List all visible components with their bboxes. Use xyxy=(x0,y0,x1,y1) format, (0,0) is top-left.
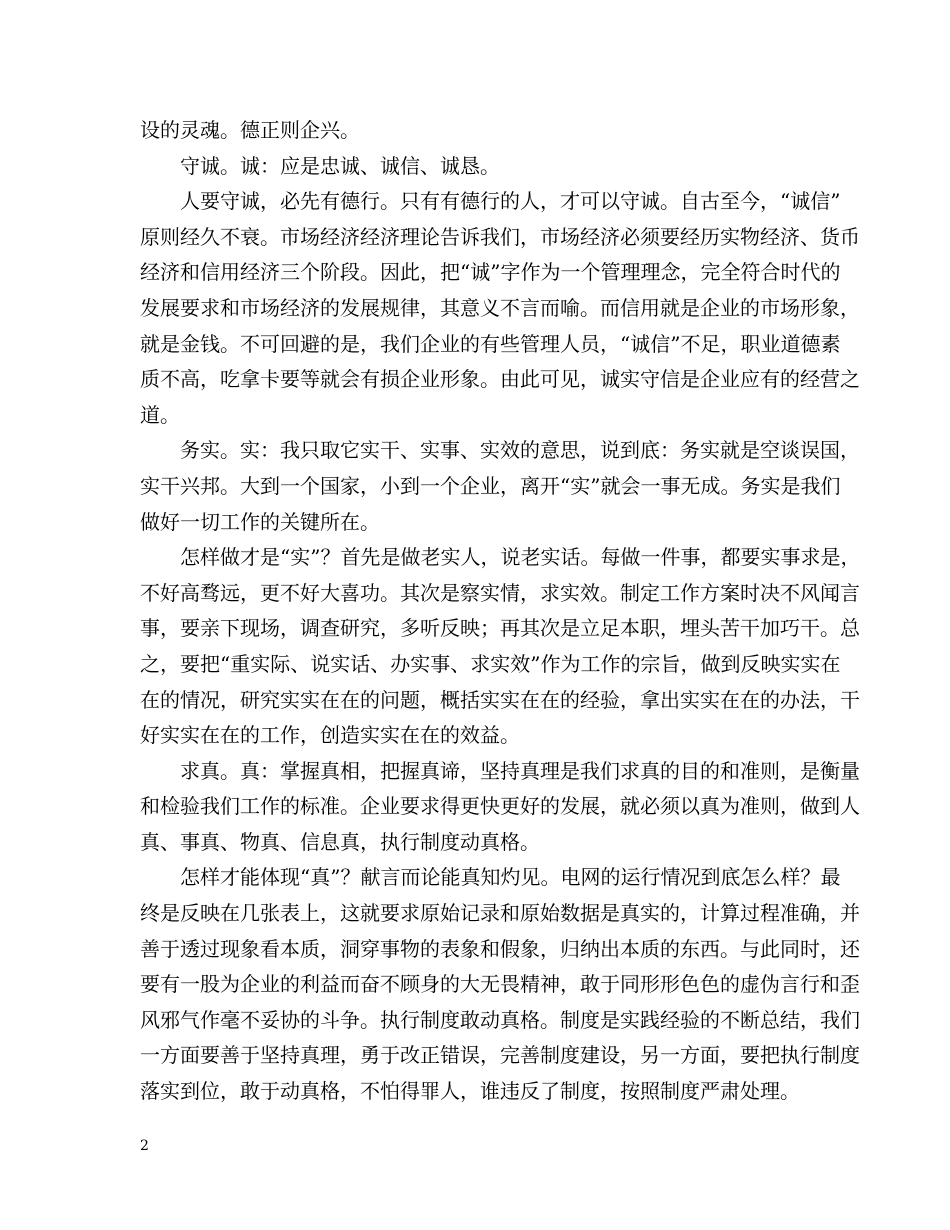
text-line: 要有一股为企业的利益而奋不顾身的大无畏精神，敢于同形形色色的虚伪言行和歪 xyxy=(140,972,860,997)
text-line: 真、事真、物真、信息真，执行制度动真格。 xyxy=(140,829,540,854)
text-line: 实干兴邦。大到一个国家，小到一个企业，离开“实”就会一事无成。务实是我们 xyxy=(140,473,841,498)
text-line: 发展要求和市场经济的发展规律，其意义不言而喻。而信用就是企业的市场形象， xyxy=(140,295,860,320)
page-number: 2 xyxy=(140,1138,149,1154)
text-line: 终是反映在几张表上，这就要求原始记录和原始数据是真实的，计算过程准确，并 xyxy=(140,901,860,926)
paragraph-first-line: 怎样做才是“实”？首先是做老实人，说老实话。每做一件事，都要实事求是， xyxy=(180,545,861,570)
text-line: 善于透过现象看本质，洞穿事物的表象和假象，归纳出本质的东西。与此同时，还 xyxy=(140,936,860,961)
paragraph-first-line: 求真。真：掌握真相，把握真谛，坚持真理是我们求真的目的和准则，是衡量 xyxy=(180,758,860,783)
text-line: 质不高，吃拿卡要等就会有损企业形象。由此可见，诚实守信是企业应有的经营之 xyxy=(140,367,860,392)
text-line: 好实实在在的工作，创造实实在在的效益。 xyxy=(140,723,520,748)
text-line: 道。 xyxy=(140,402,180,427)
document-body xyxy=(140,113,861,1110)
paragraph-first-line: 人要守诚，必先有德行。只有有德行的人，才可以守诚。自古至今，“诚信” xyxy=(180,189,841,214)
text-line: 和检验我们工作的标准。企业要求得更快更好的发展，就必须以真为准则，做到人 xyxy=(140,794,860,819)
text-line: 经济和信用经济三个阶段。因此，把“诚”字作为一个管理理念，完全符合时代的 xyxy=(140,260,841,285)
text-line: 设的灵魂。德正则企兴。 xyxy=(140,118,360,142)
paragraph-first-line: 务实。实：我只取它实干、实事、实效的意思，说到底：务实就是空谈误国， xyxy=(180,438,860,463)
text-line: 原则经久不衰。市场经济经济理论告诉我们，市场经济必须要经历实物经济、货币 xyxy=(140,224,860,249)
text-line: 做好一切工作的关键所在。 xyxy=(140,509,380,534)
text-line: 风邪气作毫不妥协的斗争。执行制度敢动真格。制度是实践经验的不断总结，我们 xyxy=(140,1007,860,1032)
text-line: 不好高骛远，更不好大喜功。其次是察实情，求实效。制定工作方案时决不风闻言 xyxy=(140,580,860,605)
text-line: 事，要亲下现场，调查研究，多听反映；再其次是立足本职，埋头苦干加巧干。总 xyxy=(140,616,860,641)
text-line: 落实到位，敢于动真格，不怕得罪人，谁违反了制度，按照制度严肃处理。 xyxy=(140,1079,800,1104)
paragraph-first-line: 怎样才能体现“真”？献言而论能真知灼见。电网的运行情况到底怎么样？最 xyxy=(180,865,841,890)
text-line: 在的情况，研究实实在在的问题，概括实实在在的经验，拿出实实在在的办法，干 xyxy=(140,687,860,712)
text-line: 一方面要善于坚持真理，勇于改正错误，完善制度建设，另一方面，要把执行制度 xyxy=(140,1043,860,1068)
paragraph-first-line: 守诚。诚：应是忠诚、诚信、诚恳。 xyxy=(180,153,500,178)
text-line: 就是金钱。不可回避的是，我们企业的有些管理人员，“诚信”不足，职业道德素 xyxy=(140,331,841,356)
text-line: 之，要把“重实际、说实话、办实事、求实效”作为工作的宗旨，做到反映实实在 xyxy=(140,651,841,676)
